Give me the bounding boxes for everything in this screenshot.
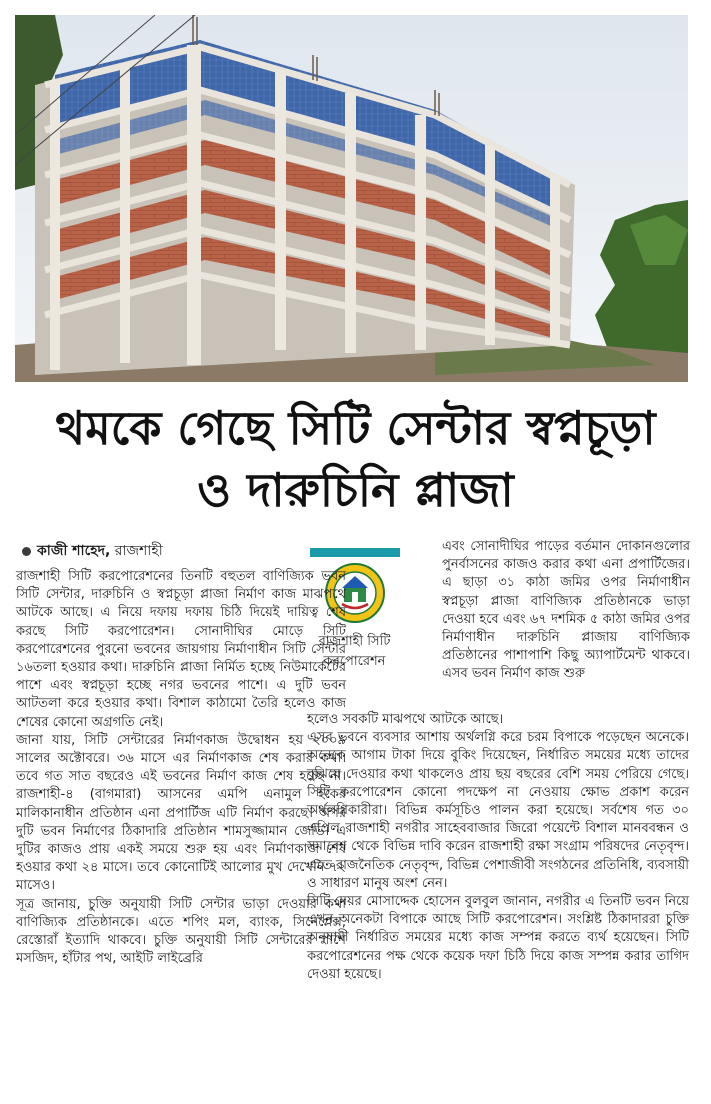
paragraph: এবং সোনাদীঘির পাড়ের বর্তমান দোকানগুলোর পুনর্বাসনের কাজও করার কথা এনা প্রপার্টিজের। এ ছাড়া ৩১ কাঠা জমির ওপর নির্মাণাধীন স্বপ্নচূড়া প্লাজা বাণিজ্যিক প্রতিষ্ঠানকে ভাড়া দেওয়া হবে এবং ৬৭ দশমিক ৫ কাঠা জমির ওপর নির্মাণাধীন দারুচিনি প্লাজায় বাণিজ্যিক প্রতিষ্ঠানের পাশাপাশি কিছু অ্যাপার্টমেন্ট থাকবে। এসব ভবন নির্মাণ কাজ শুরু — [442, 539, 690, 682]
byline-location: রাজশাহী — [110, 543, 163, 559]
article-right-column-top — [442, 538, 690, 684]
logo-caption: রাজশাহী সিটি করপোরেশন — [318, 634, 391, 669]
headline-line1: থমকে গেছে সিটি সেন্টার স্বপ্নচূড়া — [55, 401, 656, 455]
building-photo — [15, 15, 688, 382]
article-right-column — [307, 711, 689, 984]
headline-line2: ও দারুচিনি প্লাজা — [197, 463, 514, 517]
paragraph: সিটি মেয়র মোসাদ্দেক হোসেন বুলবুল জানান, নগরীর এ তিনটি ভবন নিয়ে এখন অনেকটা বিপাকে আছে সিটি করপোরেশন। সংশ্লিষ্ট ঠিকাদাররা চুক্তি অনুযায়ী নির্ধারিত সময়ের মধ্যে কাজ সম্পন্ন করতে ব্যর্থ হয়েছেন। সিটি করপোরেশনের পক্ষ থেকে কয়েক দফা চিঠি দিয়ে কাজ সম্পন্ন করার তাগিদ দেওয়া হয়েছে। — [307, 894, 689, 982]
article-left-column — [16, 568, 346, 968]
paragraph: জানা যায়, সিটি সেন্টারের নির্মাণকাজ উদ্বোধন হয় ২০০৯ সালের অক্টোবরে। ৩৬ মাসে এর নির্মাণকাজ শেষ করার কথা। তবে গত সাত বছরেও এই ভবনের নির্মাণ কাজ শেষ হচ্ছে না। রাজশাহী-৪ (বাগমারা) আসনের এমপি এনামুল হকের মালিকানাধীন প্রতিষ্ঠান এনা প্রপার্টিজ এটি নির্মাণ করছে। অপর দুটি ভবন নির্মাণের ঠিকাদারি প্রতিষ্ঠান শামসুজ্জামান জেভি। এ দুটির কাজও প্রায় একই সময়ে শুরু হয় এবং নির্মাণকাজ শেষ হওয়ার কথা ২৪ মাসে। তবে কোনোটিই আলোর মুখ দেখেনি ৭২ মাসেও। — [16, 732, 346, 894]
byline — [22, 539, 163, 563]
paragraph: রাজশাহী সিটি করপোরেশনের তিনটি বহুতল বাণিজ্যিক ভবন সিটি সেন্টার, দারুচিনি ও স্বপ্নচূড়া প্লাজা নির্মাণ কাজ মাঝপথে আটকে আছে। এ নিয়ে দফায় দফায় চিঠি দিয়েই দায়িত্ব শেষ করছে সিটি করপোরেশন। সোনাদীঘির মোড়ে সিটি করপোরেশনের পুরনো ভবনের জায়গায় নির্মাণাধীন সিটি সেন্টার ১৬তলা হওয়ার কথা। দারুচিনি প্লাজা নির্মিত হচ্ছে নিউমার্কেটের পাশে এবং স্বপ্নচূড়া হচ্ছে নগর ভবনের পাশে। এ দুটি ভবন আটতলা করে হওয়ার কথা। বিশাল কাঠামো তৈরি হলেও কাজ শেষের কোনো অগ্রগতি নেই। — [16, 569, 346, 730]
paragraph: হলেও সবকটি মাঝপথে আটকে আছে। — [307, 712, 504, 727]
paragraph: সূত্র জানায়, চুক্তি অনুযায়ী সিটি সেন্টার ভাড়া দেওয়ার কথা বাণিজ্যিক প্রতিষ্ঠানকে। এতে শপিং মল, ব্যাংক, সিনেপ্লেক্স, রেস্তোরাঁ ইত্যাদি থাকবে। চুক্তি অনুযায়ী সিটি সেন্টারের পাশে মসজিদ, হাঁটার পথ, আইটি লাইব্রেরি — [16, 896, 346, 967]
byline-author: কাজী শাহেদ, — [37, 543, 111, 559]
paragraph: এসব ভবনে ব্যবসার আশায় অর্থলগ্নি করে চরম বিপাকে পড়েছেন অনেকে। অনেকে আগাম টাকা দিয়ে বুকিং দিয়েছেন, নির্ধারিত সময়ের মধ্যে তাদের বুঝিয়ে দেওয়ার কথা থাকলেও প্রায় ছয় বছরের বেশি সময় পেরিয়ে গেছে। সিটি করপোরেশন কোনো পদক্ষেপ না নেওয়ায় ক্ষোভ প্রকাশ করেন অর্থলগ্নিকারীরা। বিভিন্ন কর্মসূচিও পালন করা হয়েছে। সর্বশেষ গত ৩০ এপ্রিল রাজশাহী নগরীর সাহেববাজার জিরো পয়েন্টে বিশাল মানববন্ধন ও সমাবেশ থেকে বিভিন্ন দাবি করেন রাজশাহী রক্ষা সংগ্রাম পরিষদের নেতৃবৃন্দ। এতে রাজনৈতিক নেতৃবৃন্দ, বিভিন্ন পেশাজীবী সংগঠনের প্রতিনিধি, ব্যবসায়ী ও সাধারণ মানুষ অংশ নেন। — [307, 730, 689, 891]
bullet-icon — [22, 547, 31, 556]
logo-accent-bar — [310, 548, 400, 557]
